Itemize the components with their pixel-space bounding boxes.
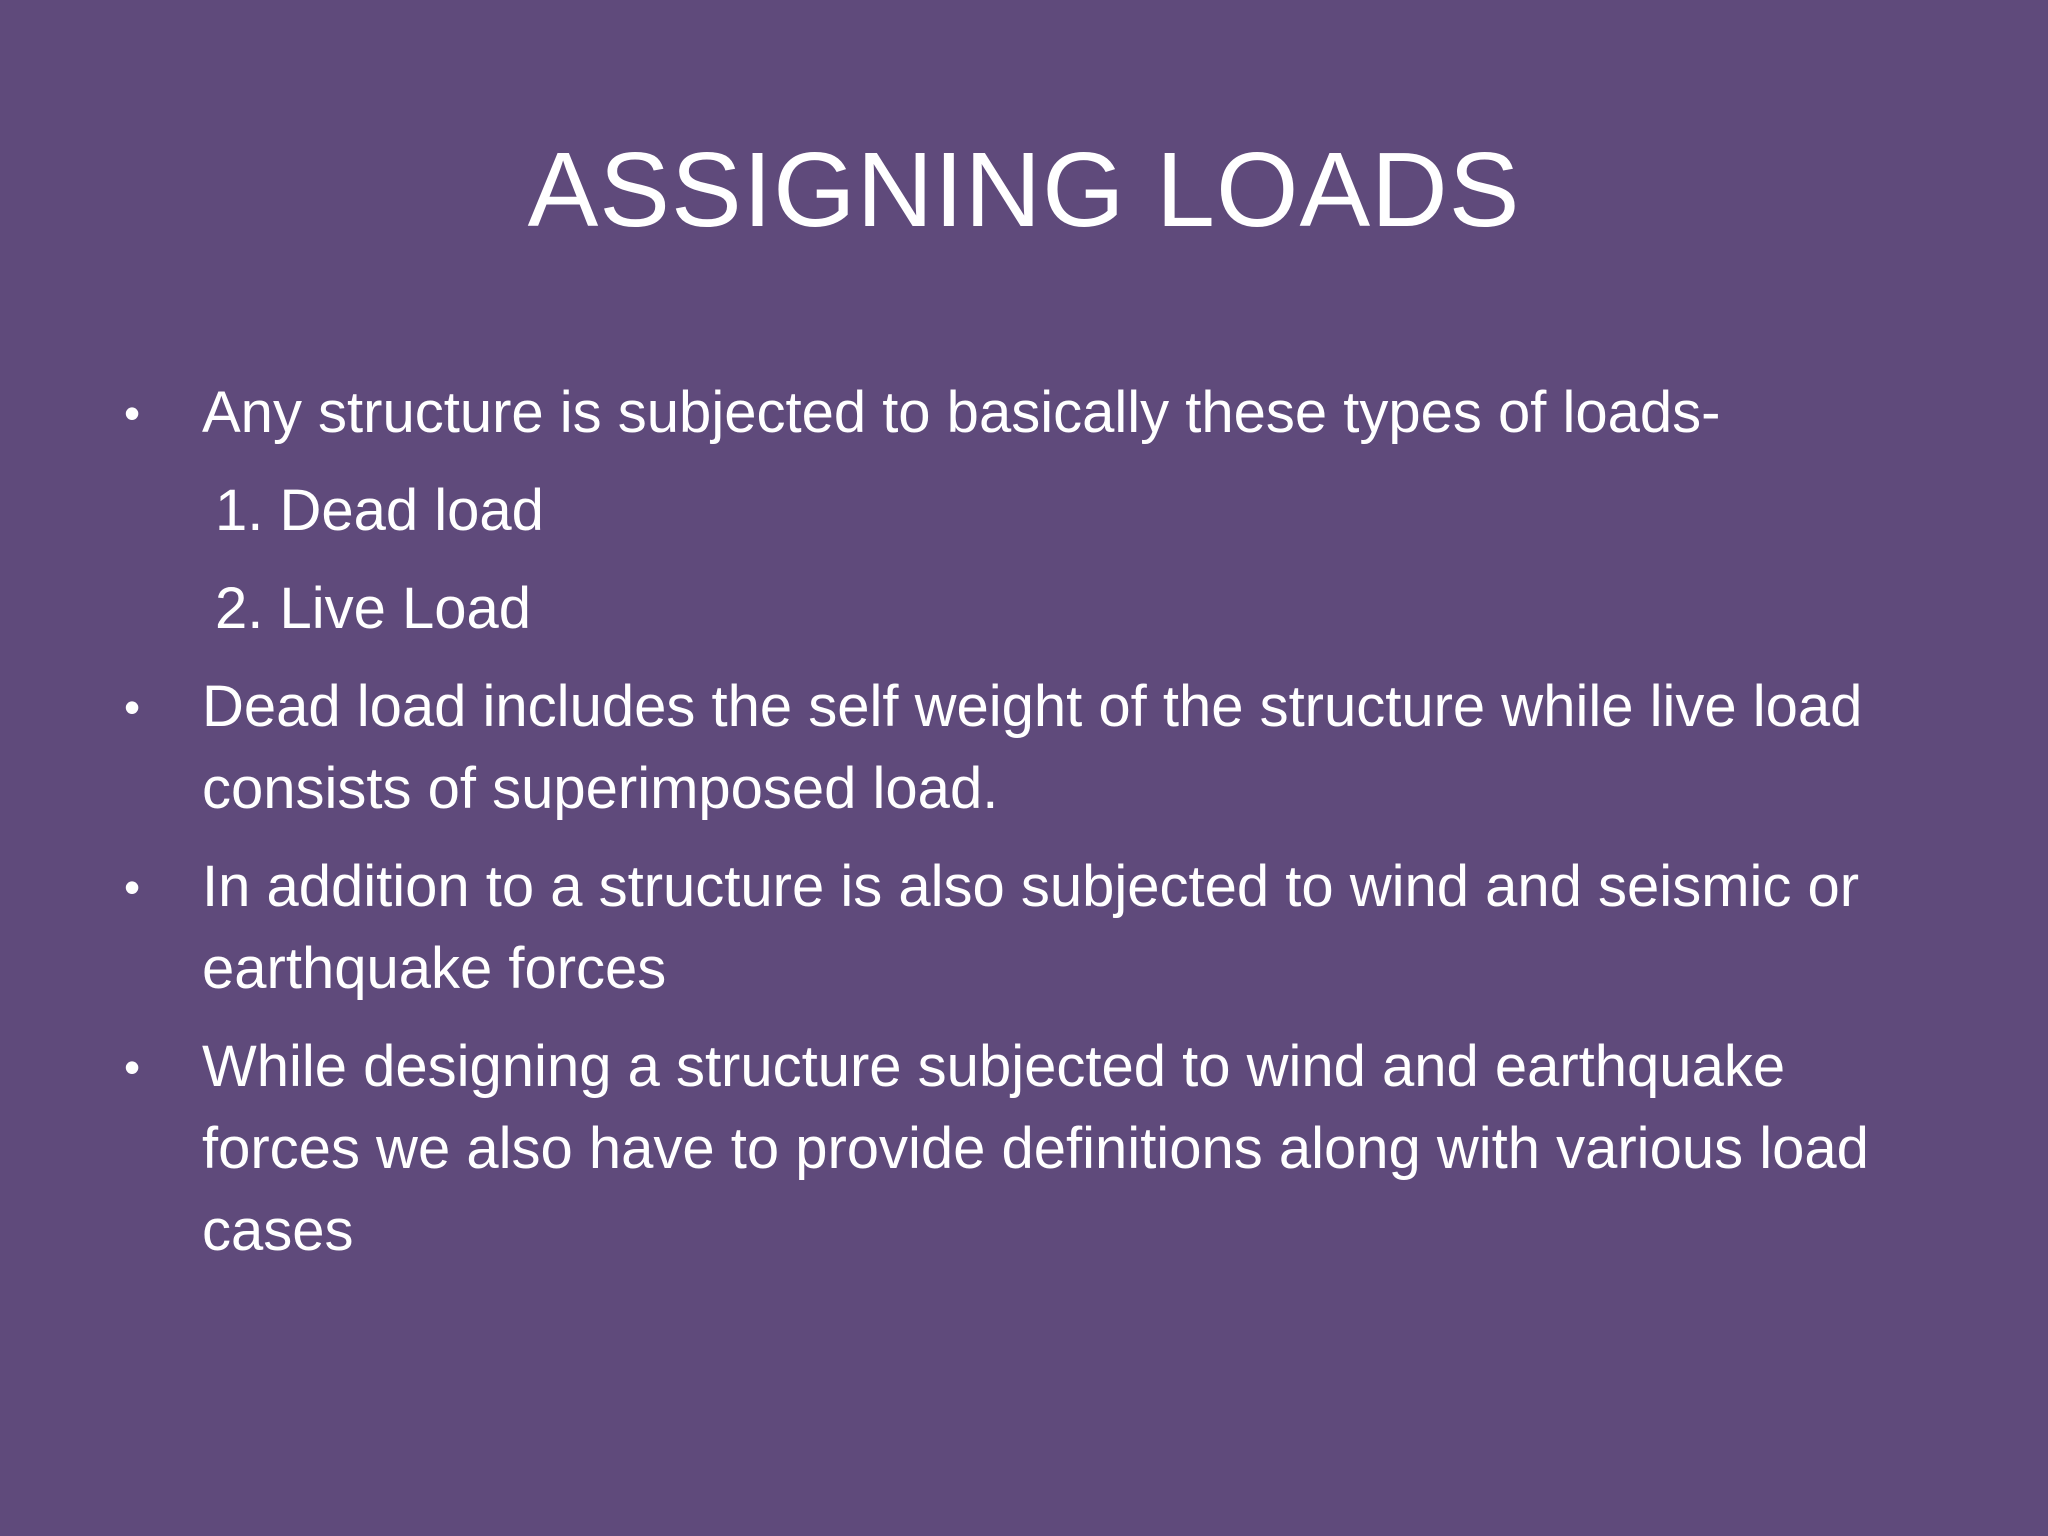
bullet-icon: • bbox=[124, 861, 141, 913]
slide-body bbox=[118, 372, 1938, 1288]
bullet-icon: • bbox=[124, 1041, 141, 1093]
bullet-icon: • bbox=[124, 387, 141, 439]
bullet-text: Any structure is subjected to basically these types of loads- bbox=[202, 380, 1721, 445]
bullet-icon: • bbox=[124, 681, 141, 733]
bullet-item bbox=[118, 846, 1938, 1010]
bullet-item bbox=[118, 372, 1938, 454]
numbered-item bbox=[118, 568, 1938, 650]
numbered-item bbox=[118, 470, 1938, 552]
numbered-item-text: 2. Live Load bbox=[215, 576, 532, 641]
numbered-item-text: 1. Dead load bbox=[215, 478, 544, 543]
bullet-item bbox=[118, 1026, 1938, 1272]
bullet-text: While designing a structure subjected to wind and earthquake forces we also have to provide definitions along with various load cases bbox=[202, 1034, 1869, 1263]
slide-title: ASSIGNING LOADS bbox=[527, 131, 1521, 249]
bullet-text: Dead load includes the self weight of the structure while live load consists of superimposed load. bbox=[202, 674, 1863, 821]
bullet-item bbox=[118, 666, 1938, 830]
bullet-text: In addition to a structure is also subjected to wind and seismic or earthquake forces bbox=[202, 854, 1860, 1001]
